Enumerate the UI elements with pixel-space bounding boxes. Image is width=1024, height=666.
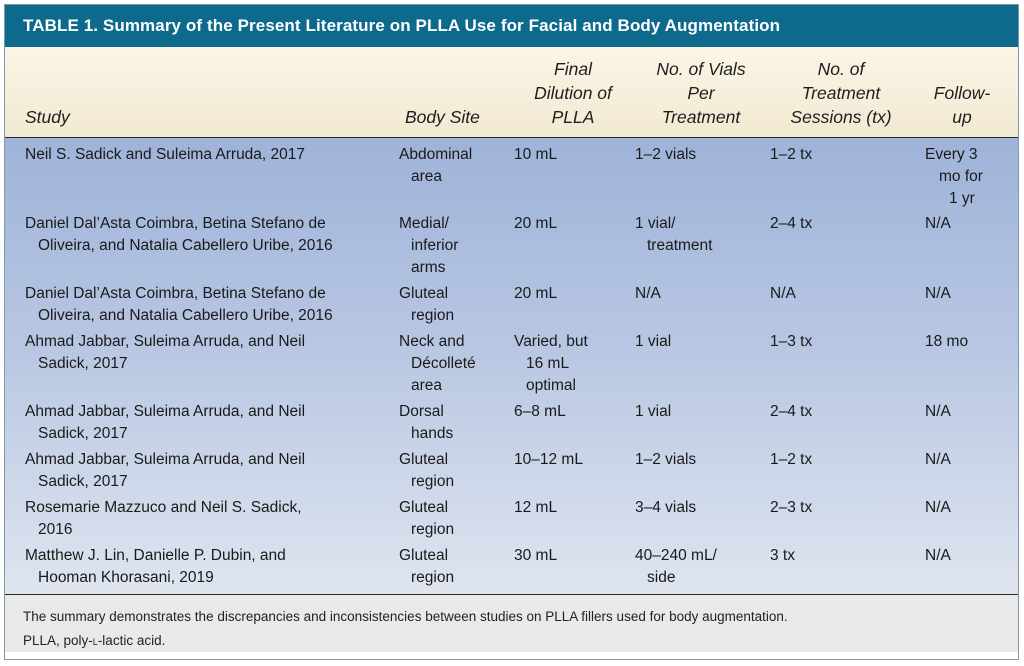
cell-sessions: 3 tx — [770, 547, 795, 564]
cell-body-site: Abdominal area — [399, 146, 473, 185]
cell-sessions: 1–3 tx — [770, 333, 813, 350]
cell-body-site: Gluteal region — [399, 499, 455, 538]
cell-vials: 1–2 vials — [635, 451, 697, 468]
cell-dilution: 20 mL — [514, 285, 558, 302]
cell-body-site: Gluteal region — [399, 451, 455, 490]
cell-followup: Every 3 mo for 1 yr — [925, 146, 983, 207]
cell-sessions: N/A — [770, 285, 796, 302]
cell-vials: 1 vial/ treatment — [635, 215, 713, 254]
cell-followup: N/A — [925, 499, 951, 516]
cell-vials: 3–4 vials — [635, 499, 697, 516]
cell-followup: N/A — [925, 215, 951, 232]
cell-study: Ahmad Jabbar, Suleima Arruda, and Neil Sadick, 2017 — [25, 333, 306, 372]
header-study: Study — [25, 107, 70, 127]
cell-dilution: Varied, but 16 mL optimal — [514, 333, 588, 394]
table-header — [5, 47, 1018, 138]
cell-sessions: 1–2 tx — [770, 146, 813, 163]
cell-dilution: 6–8 mL — [514, 403, 566, 420]
table-body — [5, 138, 1018, 594]
cell-dilution: 30 mL — [514, 547, 558, 564]
abbreviation-text: PLLA, poly-l-lactic acid. — [23, 633, 166, 648]
cell-followup: N/A — [925, 403, 951, 420]
cell-dilution: 20 mL — [514, 215, 558, 232]
header-dilution: Final Dilution of PLLA — [534, 59, 612, 127]
cell-study: Neil S. Sadick and Suleima Arruda, 2017 — [25, 146, 306, 163]
cell-body-site: Neck and Décolleté area — [399, 333, 476, 394]
footnote-text: The summary demonstrates the discrepancies and inconsistencies between studies on PLLA fillers used for body augmentation. — [23, 609, 788, 624]
cell-study: Ahmad Jabbar, Suleima Arruda, and Neil Sadick, 2017 — [25, 403, 306, 442]
cell-body-site: Gluteal region — [399, 547, 455, 586]
cell-vials: N/A — [635, 285, 661, 302]
cell-vials: 1 vial — [635, 403, 672, 420]
cell-dilution: 10–12 mL — [514, 451, 583, 468]
cell-study: Daniel Dal’Asta Coimbra, Betina Stefano de Oliveira, and Natalia Cabellero Uribe, 2016 — [25, 215, 333, 254]
cell-followup: 18 mo — [925, 333, 969, 350]
header-body-site: Body Site — [405, 107, 480, 127]
table-title: TABLE 1. Summary of the Present Literature on PLLA Use for Facial and Body Augmentation — [5, 5, 1018, 47]
cell-vials: 40–240 mL/ side — [635, 547, 717, 586]
table-figure — [4, 4, 1019, 660]
cell-sessions: 1–2 tx — [770, 451, 813, 468]
cell-followup: N/A — [925, 285, 951, 302]
cell-followup: N/A — [925, 451, 951, 468]
table-footnote — [5, 594, 1018, 652]
cell-dilution: 10 mL — [514, 146, 558, 163]
cell-body-site: Dorsal hands — [399, 403, 454, 442]
cell-vials: 1 vial — [635, 333, 672, 350]
cell-body-site: Medial/ inferior arms — [399, 215, 459, 276]
cell-body-site: Gluteal region — [399, 285, 455, 324]
cell-study: Rosemarie Mazzuco and Neil S. Sadick, 2016 — [25, 499, 302, 538]
cell-dilution: 12 mL — [514, 499, 558, 516]
header-sessions: No. of Treatment Sessions (tx) — [790, 59, 892, 127]
cell-sessions: 2–3 tx — [770, 499, 813, 516]
cell-study: Matthew J. Lin, Danielle P. Dubin, and Hooman Khorasani, 2019 — [25, 547, 286, 586]
cell-study: Ahmad Jabbar, Suleima Arruda, and Neil Sadick, 2017 — [25, 451, 306, 490]
cell-study: Daniel Dal’Asta Coimbra, Betina Stefano de Oliveira, and Natalia Cabellero Uribe, 2016 — [25, 285, 333, 324]
cell-vials: 1–2 vials — [635, 146, 697, 163]
cell-followup: N/A — [925, 547, 951, 564]
cell-sessions: 2–4 tx — [770, 403, 813, 420]
header-followup: Follow- up — [933, 83, 991, 127]
header-vials: No. of Vials Per Treatment — [656, 59, 746, 127]
cell-sessions: 2–4 tx — [770, 215, 813, 232]
